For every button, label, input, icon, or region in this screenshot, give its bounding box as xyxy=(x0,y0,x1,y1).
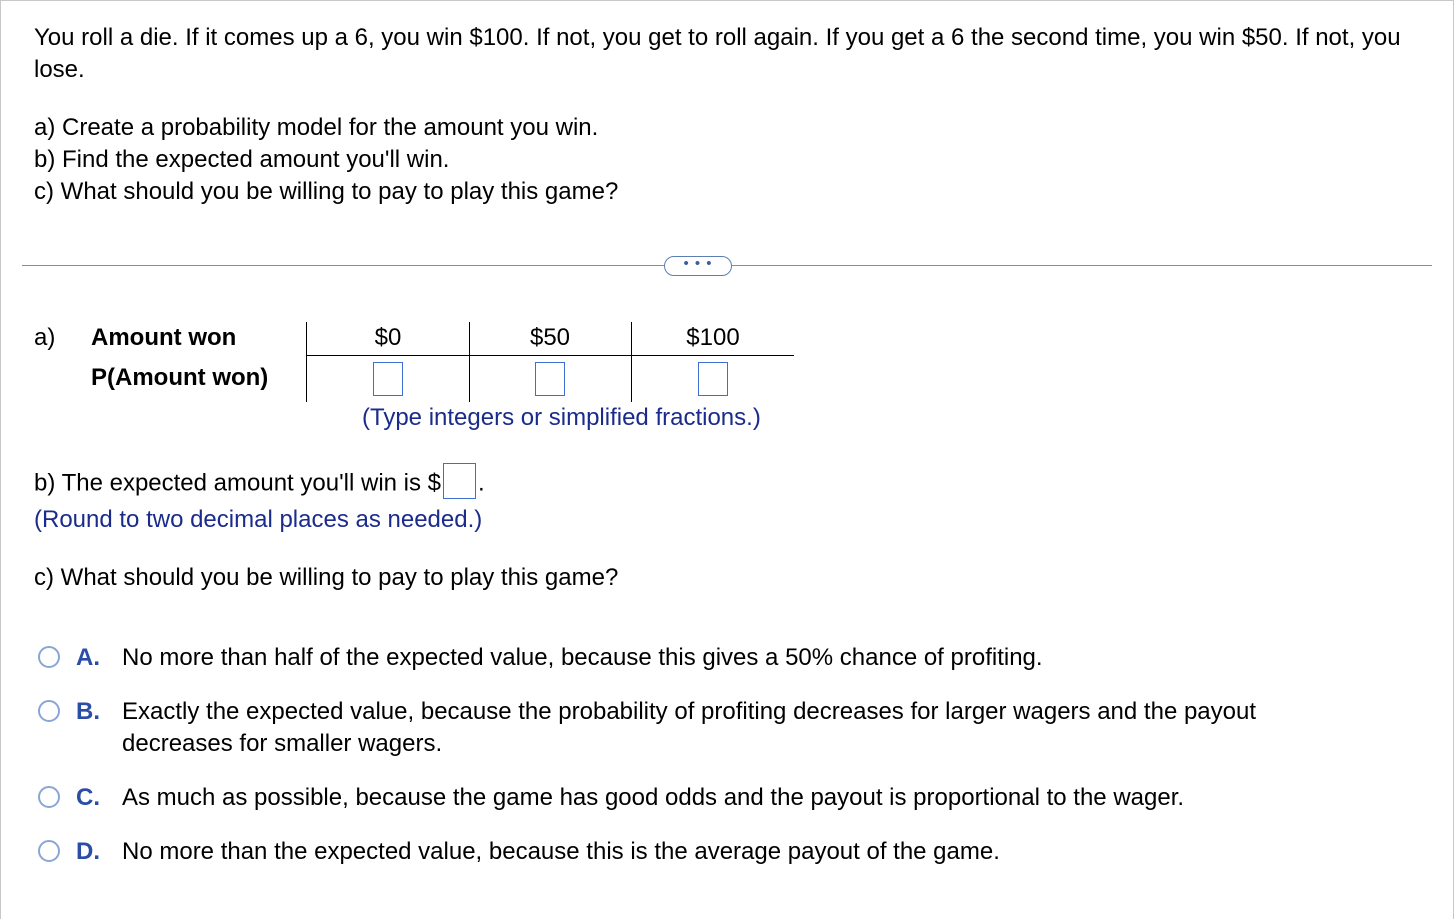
option-a[interactable] xyxy=(38,642,1378,674)
part-b-hint: (Round to two decimal places as needed.) xyxy=(34,506,483,533)
option-b[interactable] xyxy=(38,696,1378,760)
expected-value-input[interactable] xyxy=(443,463,476,499)
probability-input-0[interactable] xyxy=(373,362,403,396)
option-b-letter: B. xyxy=(76,698,100,725)
row-header-amount: Amount won xyxy=(91,324,237,351)
table-divider-vertical xyxy=(306,322,307,402)
table-divider-horizontal xyxy=(306,355,794,356)
expand-more-button[interactable]: • • • xyxy=(664,256,732,276)
problem-text: You roll a die. If it comes up a 6, you win $100. If not, you get to roll again. If you get a 6 the second time, you win $50. If not, you lose. xyxy=(34,24,1401,83)
option-d-text: No more than the expected value, because this is the average payout of the game. xyxy=(122,838,1000,865)
part-a-label: a) xyxy=(34,324,56,351)
part-a-instruction: a) Create a probability model for the amount you win. xyxy=(34,114,599,141)
option-d[interactable] xyxy=(38,836,1378,868)
row-header-probability: P(Amount won) xyxy=(91,364,269,391)
part-b-line xyxy=(34,466,485,502)
radio-button-b[interactable] xyxy=(38,700,60,722)
option-a-letter: A. xyxy=(76,644,100,671)
radio-button-c[interactable] xyxy=(38,786,60,808)
table-divider-vertical xyxy=(631,322,632,402)
probability-input-50[interactable] xyxy=(535,362,565,396)
option-b-text: Exactly the expected value, because the probability of profiting decreases for larger wagers and the payout decreases for smaller wagers. xyxy=(122,698,1257,757)
part-b-instruction: b) Find the expected amount you'll win. xyxy=(34,146,450,173)
option-c[interactable] xyxy=(38,782,1378,814)
probability-input-100[interactable] xyxy=(698,362,728,396)
option-a-text: No more than half of the expected value, because this gives a 50% chance of profiting. xyxy=(122,644,1043,671)
option-d-letter: D. xyxy=(76,838,100,865)
part-c-instruction: c) What should you be willing to pay to play this game? xyxy=(34,178,619,205)
part-a-hint: (Type integers or simplified fractions.) xyxy=(362,404,761,431)
column-header-100: $100 xyxy=(686,324,740,351)
problem-statement xyxy=(34,22,1424,86)
option-c-text: As much as possible, because the game has good odds and the payout is proportional to the wager. xyxy=(122,784,1185,811)
radio-button-a[interactable] xyxy=(38,646,60,668)
problem-parts xyxy=(34,112,618,208)
option-c-letter: C. xyxy=(76,784,100,811)
part-b-text: b) The expected amount you'll win is $ xyxy=(34,469,442,497)
part-b-period: . xyxy=(478,469,485,497)
radio-button-d[interactable] xyxy=(38,840,60,862)
column-header-50: $50 xyxy=(529,324,571,351)
table-divider-vertical xyxy=(469,322,470,402)
part-c-question: c) What should you be willing to pay to play this game? xyxy=(34,564,619,591)
column-header-0: $0 xyxy=(374,324,402,351)
